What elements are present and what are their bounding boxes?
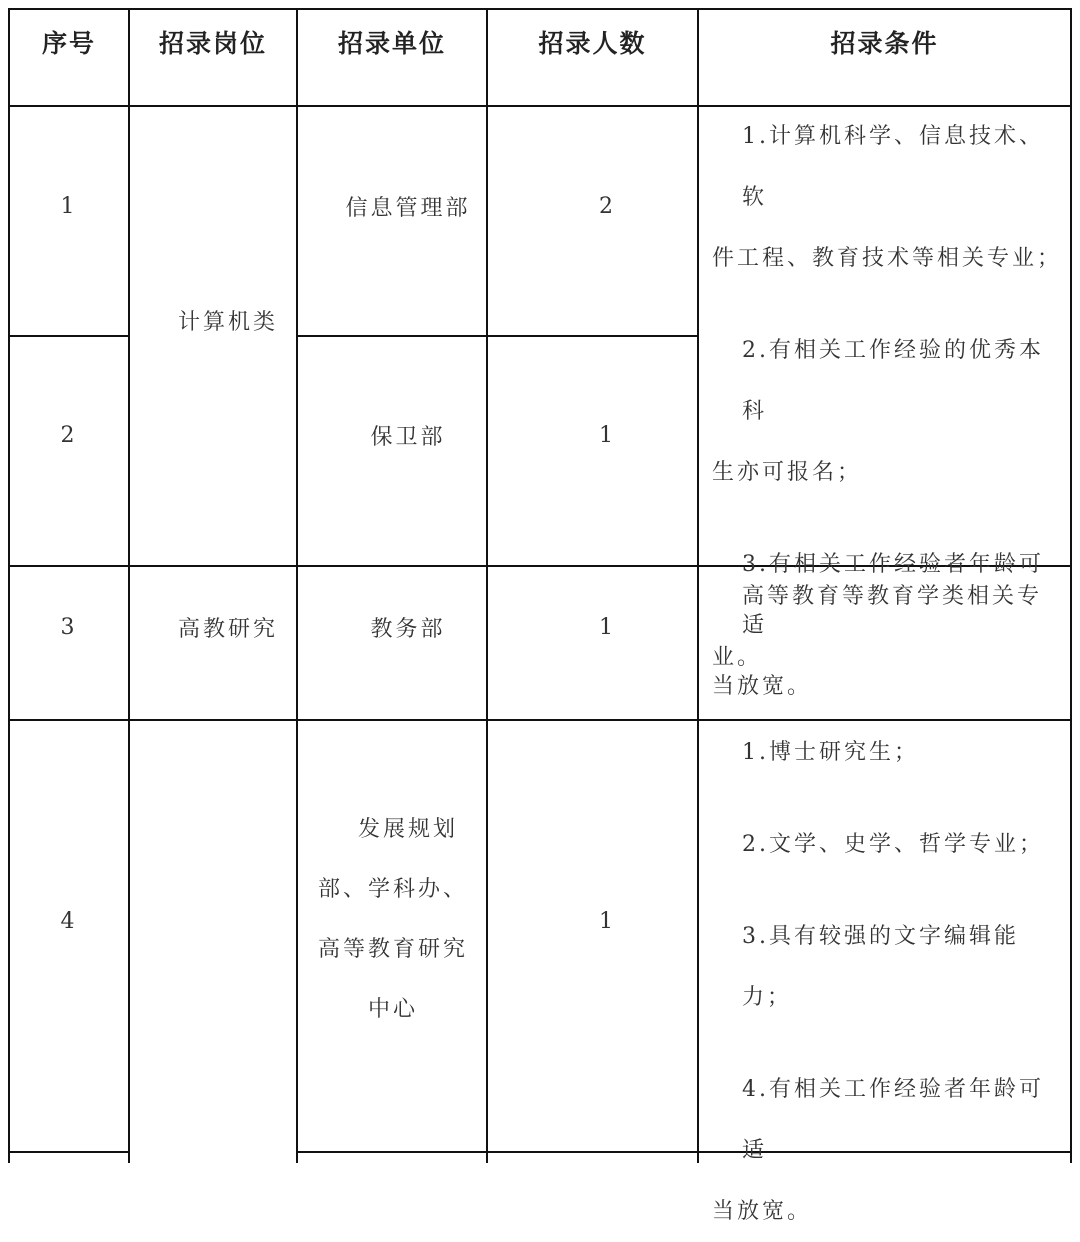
conditions-higher-education: [712, 566, 1068, 688]
row4-unit-line: 发展规划: [357, 817, 458, 842]
row4-count: 1: [599, 908, 616, 934]
row2-unit: 保卫部: [370, 424, 446, 450]
condition-line: 2.有相关工作经验的优秀本科: [742, 338, 1044, 424]
condition-line: 1.计算机科学、信息技术、软: [742, 124, 1044, 210]
group-position: 计算机类: [177, 309, 278, 335]
condition-line: 3.有相关工作经验者年龄可适: [742, 552, 1044, 638]
condition-line: 生亦可报名；: [712, 460, 863, 485]
condition-line: 4.有相关工作经验者年龄可适: [742, 1077, 1044, 1163]
condition-line: 2.文学、史学、哲学专业；: [742, 832, 1044, 857]
condition-line: 当放宽。: [712, 1199, 813, 1224]
header-position: 招录岗位: [158, 29, 267, 58]
table-border-right: [1070, 8, 1072, 1163]
header-unit: 招录单位: [337, 29, 446, 58]
row3-count: 1: [599, 614, 616, 640]
condition-line: 高等教育等教育学类相关专: [742, 584, 1043, 609]
row2-seq: 2: [60, 422, 78, 448]
row4-unit-line: 中心: [367, 997, 418, 1022]
condition-line: 件工程、教育技术等相关专业；: [712, 246, 1063, 271]
row4-seq: 4: [60, 908, 78, 934]
condition-line: 业。: [712, 645, 763, 670]
conditions-research: [712, 722, 1068, 1242]
condition-line: 当放宽。: [712, 674, 813, 699]
row4-unit: [300, 800, 486, 1040]
header-conditions: 招录条件: [830, 29, 939, 58]
row2-count: 1: [599, 422, 616, 448]
row1-unit: 信息管理部: [345, 195, 471, 221]
row4-unit-line: 部、学科办、: [317, 877, 468, 902]
header-seq: 序号: [41, 29, 96, 58]
row4-unit-line: 高等教育研究: [317, 937, 468, 962]
header-count: 招录人数: [538, 29, 647, 58]
condition-line: 1.博士研究生；: [742, 740, 919, 765]
condition-line: 3.具有较强的文字编辑能力；: [742, 924, 1019, 1010]
row1-count: 2: [599, 193, 616, 219]
row3-seq: 3: [60, 614, 78, 640]
row3-position: 高教研究: [177, 616, 278, 642]
row1-seq: 1: [60, 193, 78, 219]
row4-divider-seq: [8, 1151, 130, 1153]
row3-unit: 教务部: [370, 616, 446, 642]
